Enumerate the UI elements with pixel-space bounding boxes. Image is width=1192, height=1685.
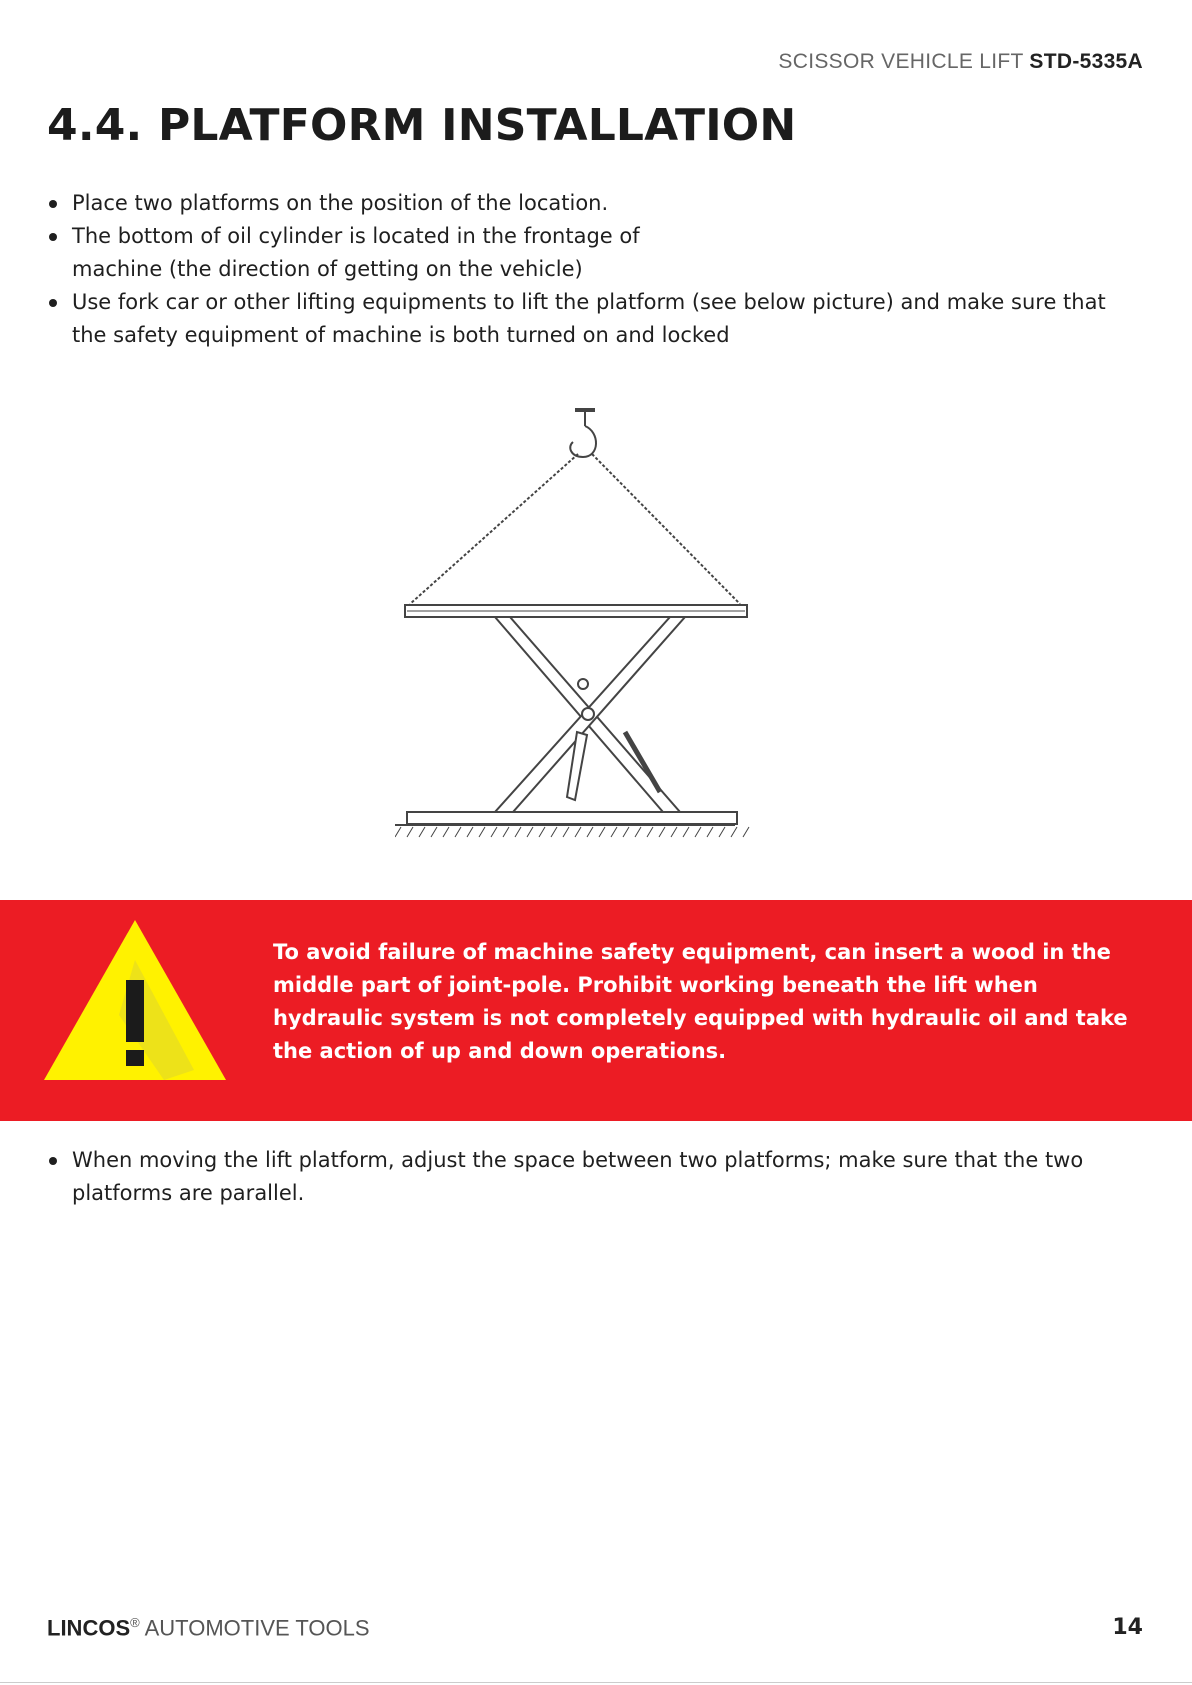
instruction-list-bottom (44, 1144, 1144, 1210)
header-product: SCISSOR VEHICLE LIFT (778, 50, 1024, 73)
footer-brand (47, 1615, 370, 1641)
instruction-item: When moving the lift platform, adjust the space between two platforms; make sure that the two platforms are parallel. (44, 1144, 1144, 1210)
safety-warning-box (0, 900, 1192, 1121)
brand-name: LINCOS (47, 1615, 131, 1641)
section-title: 4.4. PLATFORM INSTALLATION (47, 100, 797, 151)
page-number: 14 (1112, 1615, 1143, 1640)
instruction-item: Use fork car or other lifting equipments to lift the platform (see below picture) and make sure that the safety equipment of machine is both turned on and locked (44, 286, 1144, 352)
bottom-divider (0, 1682, 1192, 1683)
instruction-list-top (44, 187, 1144, 352)
warning-text: To avoid failure of machine safety equipment, can insert a wood in the middle part of joint-pole. Prohibit working beneath the lift when hydraulic system is not completely equipped with hydraulic oil and take the action of up and down operations. (273, 940, 1128, 1063)
scissor-lift-hoisting-illustration (395, 402, 795, 852)
registered-mark: ® (130, 1615, 140, 1630)
instruction-item: The bottom of oil cylinder is located in the frontage of machine (the direction of getting on the vehicle) (44, 220, 1144, 286)
instruction-item: Place two platforms on the position of the location. (44, 187, 1144, 220)
header-model: STD-5335A (1029, 50, 1143, 73)
warning-triangle-icon (44, 920, 226, 1080)
brand-suffix: AUTOMOTIVE TOOLS (144, 1615, 370, 1641)
document-header (778, 50, 1143, 74)
